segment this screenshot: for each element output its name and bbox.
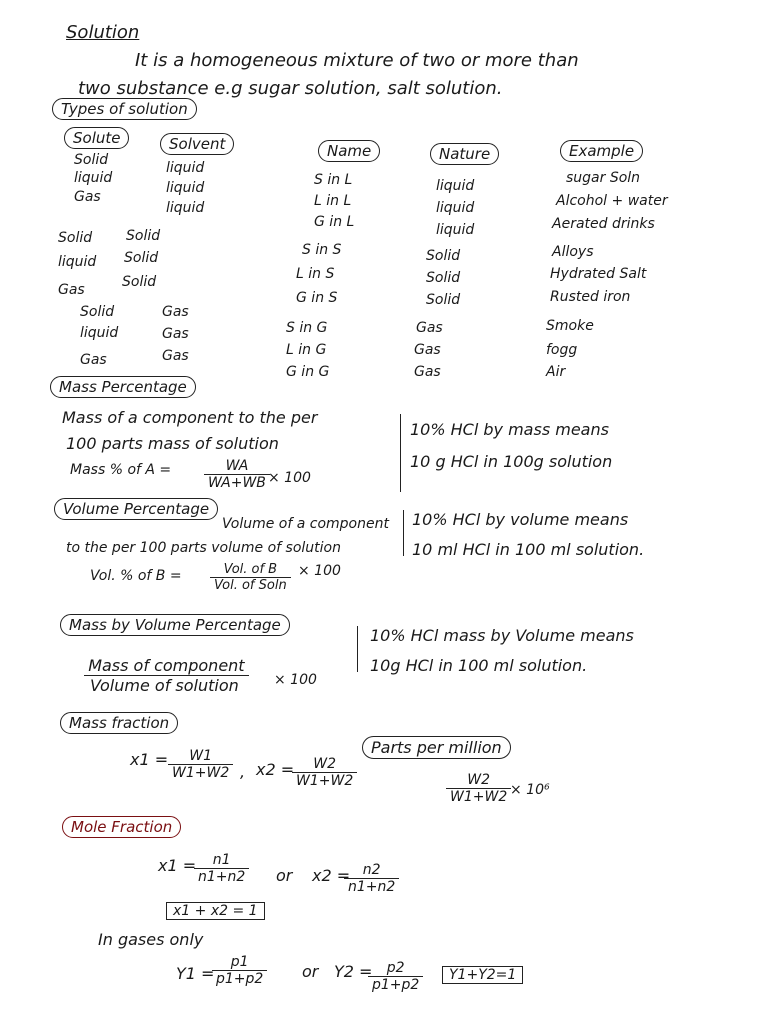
row6-example: Rusted iron (550, 289, 631, 305)
row6-name: G in S (296, 290, 338, 306)
mass-frac-x1-fraction (168, 748, 233, 781)
mass-by-volume-label: Mass by Volume Percentage (60, 614, 290, 636)
row8-solute: liquid (80, 325, 119, 341)
mole-frac-x1-denominator: n1+n2 (194, 868, 249, 885)
mass-frac-x2-lhs: x2 = (256, 760, 295, 779)
row6-solvent: Solid (122, 274, 157, 290)
row5-name: L in S (296, 266, 335, 282)
parts-per-million-label: Parts per million (362, 736, 511, 759)
vol-pct-multiplier: × 100 (298, 563, 341, 579)
ppm-multiplier: × 10⁶ (510, 782, 550, 798)
row2-solvent: liquid (166, 180, 205, 196)
ppm-numerator: W2 (467, 772, 490, 788)
mv-pct-fraction (84, 656, 249, 695)
mv-pct-note-2: 10g HCl in 100 ml solution. (370, 656, 588, 675)
mass-pct-formula-lhs: Mass % of A = (70, 462, 172, 478)
gases-only-label: In gases only (98, 930, 204, 949)
mass-pct-divider (400, 414, 401, 492)
row6-solute: Gas (58, 282, 85, 298)
mole-frac-y1-denominator: p1+p2 (212, 970, 267, 987)
col-example-header: Example (560, 140, 643, 162)
mv-pct-denominator: Volume of solution (84, 675, 249, 695)
col-nature-header: Nature (430, 143, 499, 165)
row7-example: Smoke (546, 318, 594, 334)
mass-pct-def-1: Mass of a component to the per (62, 408, 318, 427)
row1-solute: Solid (74, 152, 109, 168)
row7-nature: Gas (416, 320, 443, 336)
mole-frac-x1-lhs: x1 = (158, 856, 197, 875)
row9-example: Air (546, 364, 566, 380)
mole-frac-x1-numerator: n1 (212, 852, 231, 868)
row3-solvent: liquid (166, 200, 205, 216)
mass-frac-x1-lhs: x1 = (130, 750, 169, 769)
mole-frac-x2-numerator: n2 (362, 862, 381, 878)
row2-solute: liquid (74, 170, 113, 186)
mv-pct-numerator: Mass of component (88, 656, 245, 675)
mole-frac-or-2: or (302, 962, 319, 981)
row5-example: Hydrated Salt (550, 266, 647, 282)
row2-nature: liquid (436, 200, 475, 216)
row9-solute: Gas (80, 352, 107, 368)
mole-frac-x2-denominator: n1+n2 (344, 878, 399, 895)
mass-fraction-label: Mass fraction (60, 712, 178, 734)
intro-line-2: two substance e.g sugar solution, salt solution. (78, 78, 503, 99)
mass-pct-denominator: WA+WB (204, 474, 270, 491)
mass-frac-x1-denominator: W1+W2 (168, 764, 233, 781)
mole-frac-y2-fraction (368, 960, 423, 993)
vol-pct-note-1: 10% HCl by volume means (412, 510, 629, 529)
mass-frac-x2-denominator: W1+W2 (292, 772, 357, 789)
row8-nature: Gas (414, 342, 441, 358)
vol-pct-def-2: to the per 100 parts volume of solution (66, 540, 341, 556)
mv-pct-note-1: 10% HCl mass by Volume means (370, 626, 634, 645)
mole-frac-x2-fraction (344, 862, 399, 895)
row5-solvent: Solid (124, 250, 159, 266)
col-solvent-header: Solvent (160, 133, 234, 155)
row4-nature: Solid (426, 248, 461, 264)
volume-percentage-label: Volume Percentage (54, 498, 218, 520)
row1-nature: liquid (436, 178, 475, 194)
row4-example: Alloys (552, 244, 594, 260)
row8-name: L in G (286, 342, 327, 358)
row4-solute: Solid (58, 230, 93, 246)
mass-frac-x2-numerator: W2 (313, 756, 336, 772)
col-name-header: Name (318, 140, 380, 162)
mole-fraction-label: Mole Fraction (62, 816, 181, 838)
mole-frac-y2-denominator: p1+p2 (368, 976, 423, 993)
row3-solute: Gas (74, 189, 101, 205)
mass-pct-fraction (204, 458, 270, 491)
page-heading: Solution (66, 22, 140, 43)
vol-pct-fraction (210, 562, 291, 593)
mass-pct-numerator: WA (225, 458, 249, 474)
row9-name: G in G (286, 364, 330, 380)
mass-frac-x1-numerator: W1 (189, 748, 212, 764)
row3-nature: liquid (436, 222, 475, 238)
vol-pct-numerator: Vol. of B (223, 562, 278, 577)
mole-frac-or: or (276, 866, 293, 885)
types-of-solution-label: Types of solution (52, 98, 197, 120)
row3-example: Aerated drinks (552, 216, 655, 232)
mole-frac-y1-numerator: p1 (230, 954, 249, 970)
mole-frac-y1-lhs: Y1 = (176, 964, 215, 983)
row8-example: fogg (546, 342, 578, 358)
mass-percentage-label: Mass Percentage (50, 376, 196, 398)
mv-pct-multiplier: × 100 (274, 672, 317, 688)
mass-pct-note-2: 10 g HCl in 100g solution (410, 452, 613, 471)
row4-name: S in S (302, 242, 342, 258)
row2-name: L in L (314, 193, 352, 209)
col-solute-header: Solute (64, 127, 129, 149)
row4-solvent: Solid (126, 228, 161, 244)
ppm-fraction (446, 772, 511, 805)
row9-nature: Gas (414, 364, 441, 380)
vol-pct-note-2: 10 ml HCl in 100 ml solution. (412, 540, 645, 559)
mass-pct-def-2: 100 parts mass of solution (66, 434, 279, 453)
vol-pct-def-1: Volume of a component (222, 516, 389, 532)
vol-pct-denominator: Vol. of Soln (210, 577, 291, 593)
mole-frac-y1-fraction (212, 954, 267, 987)
ppm-denominator: W1+W2 (446, 788, 511, 805)
row7-solute: Solid (80, 304, 115, 320)
row7-name: S in G (286, 320, 328, 336)
row2-example: Alcohol + water (556, 193, 668, 209)
mv-pct-divider (357, 626, 358, 672)
row5-nature: Solid (426, 270, 461, 286)
row1-solvent: liquid (166, 160, 205, 176)
row1-example: sugar Soln (566, 170, 641, 186)
row6-nature: Solid (426, 292, 461, 308)
row5-solute: liquid (58, 254, 97, 270)
row9-solvent: Gas (162, 348, 189, 364)
vol-pct-formula-lhs: Vol. % of B = (90, 568, 182, 584)
vol-pct-divider (403, 510, 404, 556)
row7-solvent: Gas (162, 304, 189, 320)
mole-frac-y2-numerator: p2 (386, 960, 405, 976)
mass-pct-note-1: 10% HCl by mass means (410, 420, 609, 439)
row3-name: G in L (314, 214, 355, 230)
row8-solvent: Gas (162, 326, 189, 342)
mole-frac-x2-lhs: x2 = (312, 866, 351, 885)
mass-frac-separator: , (240, 762, 246, 781)
mole-frac-sum-box: x1 + x2 = 1 (166, 902, 265, 920)
mass-pct-multiplier: × 100 (268, 470, 311, 486)
mole-frac-y2-lhs: Y2 = (334, 962, 373, 981)
mass-frac-x2-fraction (292, 756, 357, 789)
mole-frac-x1-fraction (194, 852, 249, 885)
mole-frac-y-sum-box: Y1+Y2=1 (442, 966, 523, 984)
row1-name: S in L (314, 172, 353, 188)
intro-line-1: It is a homogeneous mixture of two or more than (135, 50, 579, 71)
